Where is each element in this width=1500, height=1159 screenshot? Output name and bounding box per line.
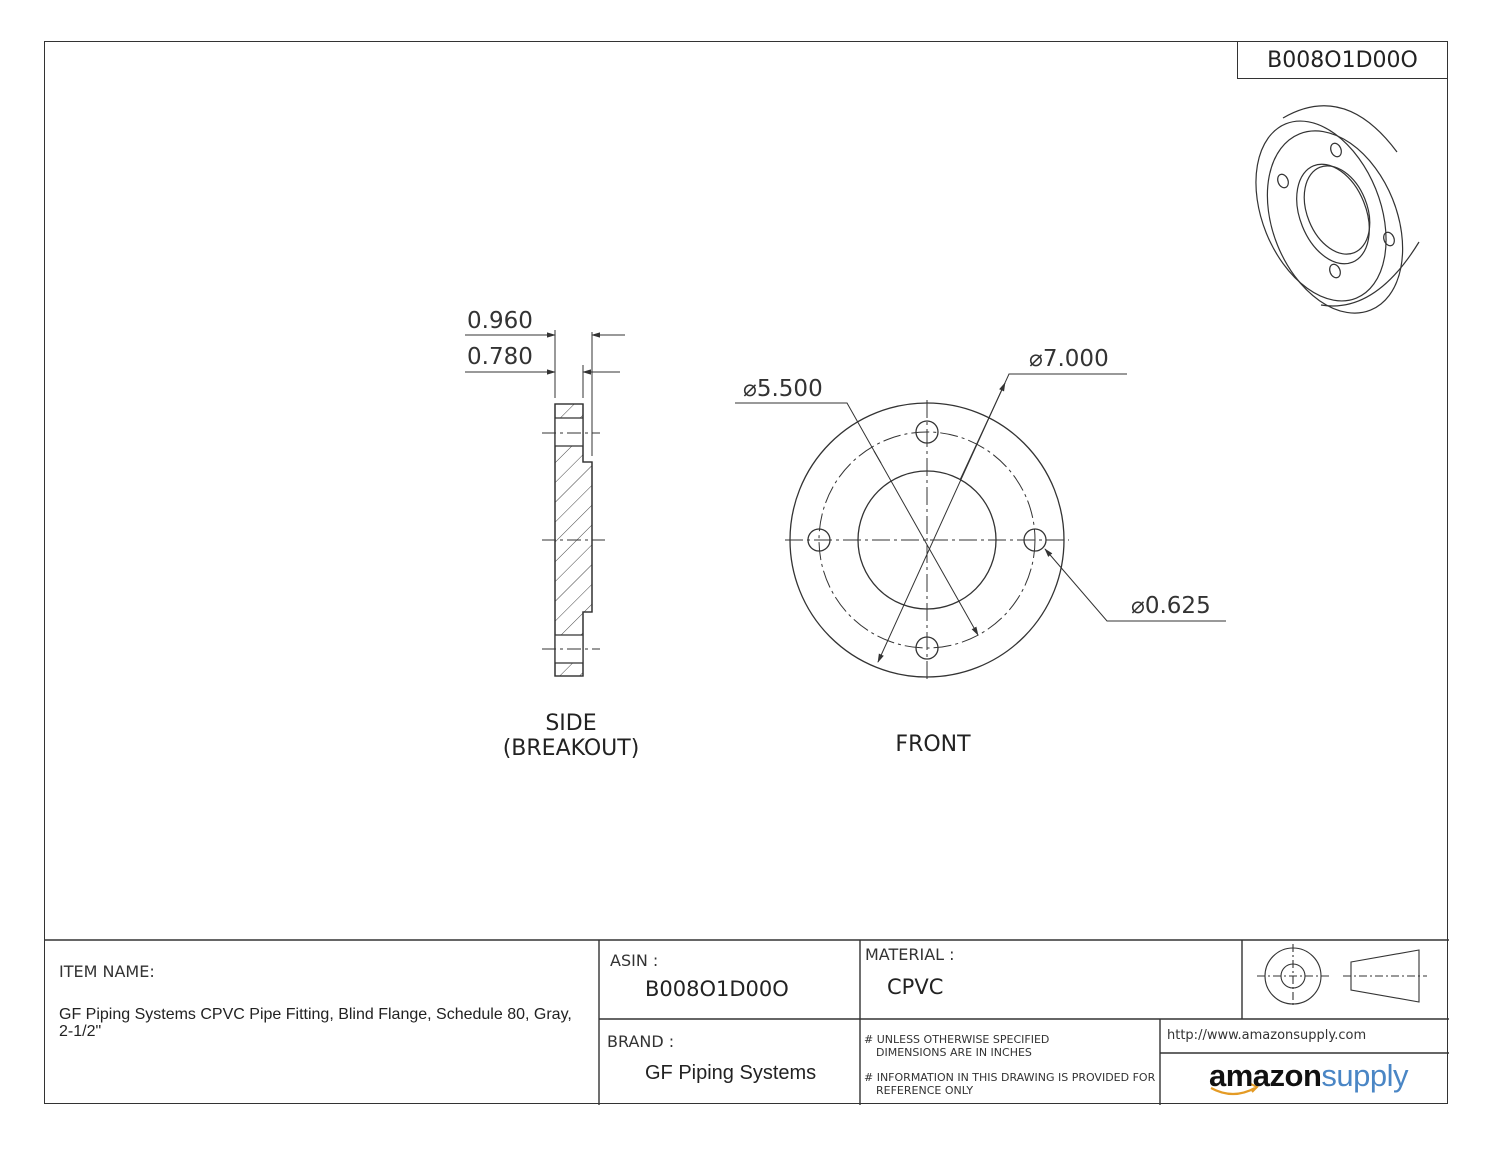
isometric-view (1231, 102, 1428, 334)
brand-label: BRAND : (607, 1032, 675, 1051)
dim-5500: ⌀5.500 (743, 376, 823, 402)
item-name-value: GF Piping Systems CPVC Pipe Fitting, Blind Flange, Schedule 80, Gray, 2-1/2" (59, 1006, 572, 1040)
amazonsupply-logo: amazonsupply (1209, 1058, 1409, 1093)
front-view-label: FRONT (895, 732, 971, 757)
drawing-sheet (44, 41, 1448, 1104)
note-units: # UNLESS OTHERWISE SPECIFIED DIMENSIONS ARE IN INCHES (864, 1033, 1050, 1059)
diameter-symbol-icon: ⌀ (743, 376, 757, 402)
dim-0960: 0.960 (467, 308, 533, 334)
item-name-label: ITEM NAME: (59, 962, 155, 981)
note-reference: # INFORMATION IN THIS DRAWING IS PROVIDED FOR REFERENCE ONLY (864, 1071, 1156, 1097)
part-code-box: B008O1D00O (1237, 42, 1447, 79)
material-label: MATERIAL : (865, 945, 955, 964)
asin-value: B008O1D00O (645, 977, 789, 1001)
dim-0780: 0.780 (467, 344, 533, 370)
dim-0625: ⌀0.625 (1131, 593, 1211, 619)
projection-symbol (1257, 944, 1427, 1008)
website-link[interactable]: http://www.amazonsupply.com (1167, 1028, 1367, 1043)
material-value: CPVC (887, 975, 944, 999)
dim-7000: ⌀7.000 (1029, 346, 1109, 372)
side-view-label: SIDE (BREAKOUT) (502, 711, 640, 761)
side-view (465, 330, 625, 676)
diameter-symbol-icon: ⌀ (1131, 593, 1145, 619)
diameter-symbol-icon: ⌀ (1029, 346, 1043, 372)
asin-label: ASIN : (610, 951, 659, 970)
drawing-canvas (45, 42, 1449, 1105)
brand-value: GF Piping Systems (645, 1062, 817, 1084)
front-view (735, 374, 1226, 682)
